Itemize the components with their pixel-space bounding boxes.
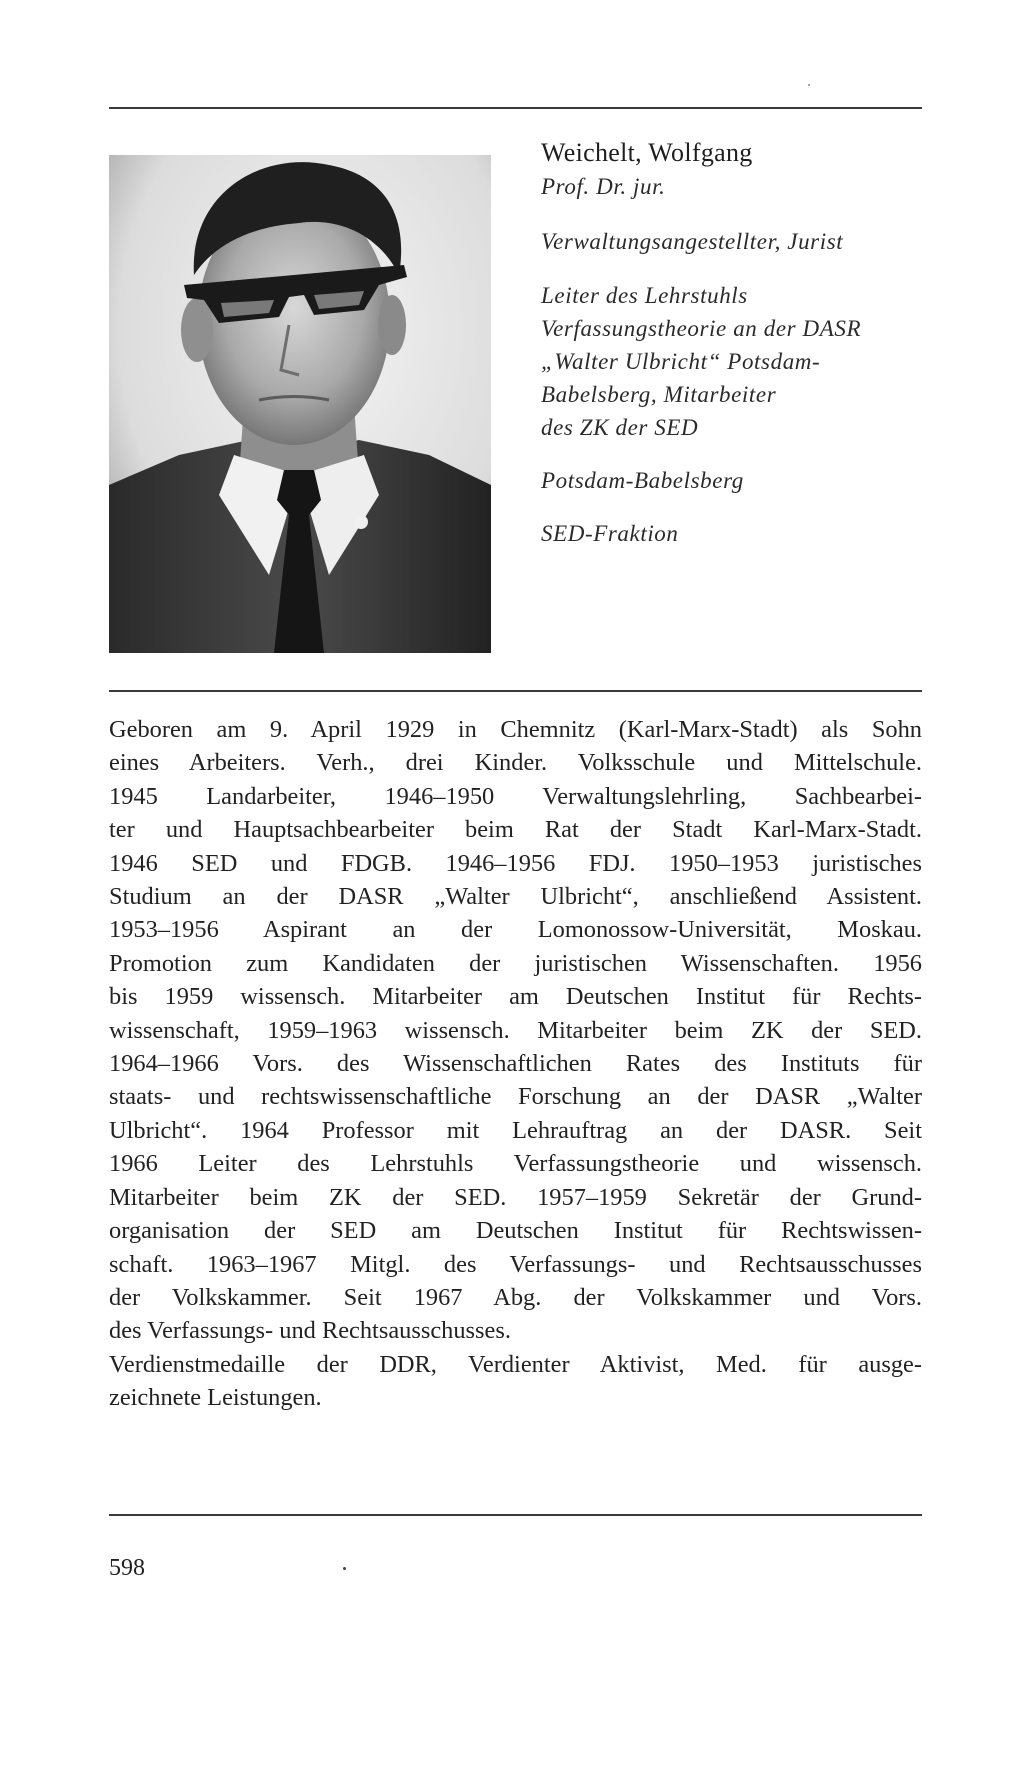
entry-header	[541, 136, 921, 550]
biography-line: Promotion zum Kandidaten der juristischen Wissenschaften. 1956	[109, 949, 922, 977]
portrait-photo	[109, 155, 491, 653]
middle-rule	[109, 690, 922, 692]
page-number: 598	[109, 1555, 145, 1581]
portrait-image	[109, 155, 491, 653]
bottom-rule	[109, 1514, 922, 1516]
academic-title: Prof. Dr. jur.	[541, 174, 666, 199]
person-name: Weichelt, Wolfgang	[541, 138, 753, 167]
biography-line: organisation der SED am Deutschen Institut für Rechtswissen-	[109, 1217, 922, 1245]
biography-line: ter und Hauptsachbearbeiter beim Rat der Stadt Karl-Marx-Stadt.	[109, 816, 922, 844]
print-speck	[808, 84, 810, 86]
biography-line: 1946 SED und FDGB. 1946–1956 FDJ. 1950–1953 juristisches	[109, 849, 922, 877]
position-line: Leiter des Lehrstuhls	[541, 283, 748, 308]
faction: SED-Fraktion	[541, 521, 679, 546]
occupation: Verwaltungsangestellter, Jurist	[541, 229, 844, 254]
biography-line: eines Arbeiters. Verh., drei Kinder. Volksschule und Mittelschule.	[109, 749, 922, 777]
biography-line: Studium an der DASR „Walter Ulbricht“, anschließend Assistent.	[109, 883, 922, 911]
biography-line: des Verfassungs- und Rechtsausschusses.	[109, 1317, 511, 1345]
position-line: des ZK der SED	[541, 415, 699, 440]
biography-line: Geboren am 9. April 1929 in Chemnitz (Karl-Marx-Stadt) als Sohn	[109, 716, 922, 743]
position-line: Babelsberg, Mitarbeiter	[541, 382, 777, 407]
biography-line: staats- und rechtswissenschaftliche Forschung an der DASR „Walter	[109, 1083, 922, 1111]
biography-line: Ulbricht“. 1964 Professor mit Lehrauftrag an der DASR. Seit	[109, 1116, 922, 1144]
biography-line: wissenschaft, 1959–1963 wissensch. Mitarbeiter beim ZK der SED.	[109, 1016, 922, 1044]
position-line: „Walter Ulbricht“ Potsdam-	[541, 349, 821, 374]
biography	[109, 713, 922, 1415]
biography-line: 1953–1956 Aspirant an der Lomonossow-Universität, Moskau.	[109, 916, 922, 944]
biography-line: bis 1959 wissensch. Mitarbeiter am Deutschen Institut für Rechts-	[109, 983, 922, 1011]
biography-line: 1945 Landarbeiter, 1946–1950 Verwaltungslehrling, Sachbearbei-	[109, 782, 922, 810]
top-rule	[109, 107, 922, 109]
position-description	[541, 279, 921, 444]
position-line: Verfassungstheorie an der DASR	[541, 316, 862, 341]
biography-line: der Volkskammer. Seit 1967 Abg. der Volkskammer und Vors.	[109, 1283, 922, 1311]
biography-line: 1964–1966 Vors. des Wissenschaftlichen Rates des Instituts für	[109, 1050, 922, 1078]
awards-line: Verdienstmedaille der DDR, Verdienter Aktivist, Med. für ausge-	[109, 1350, 922, 1378]
residence: Potsdam-Babelsberg	[541, 468, 744, 493]
awards-line: zeichnete Leistungen.	[109, 1384, 322, 1412]
biography-line: 1966 Leiter des Lehrstuhls Verfassungstheorie und wissensch.	[109, 1150, 922, 1178]
biography-line: Mitarbeiter beim ZK der SED. 1957–1959 Sekretär der Grund-	[109, 1183, 922, 1211]
print-speck	[343, 1567, 346, 1570]
biography-line: schaft. 1963–1967 Mitgl. des Verfassungs- und Rechtsausschusses	[109, 1250, 922, 1278]
